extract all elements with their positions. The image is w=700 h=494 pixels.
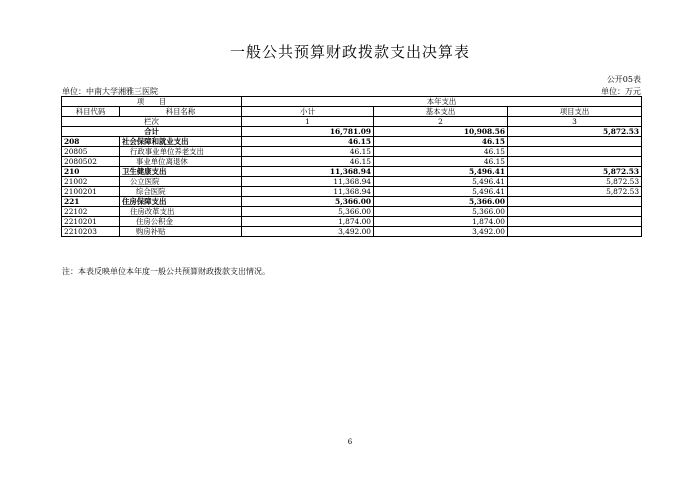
row-code: 2210201 bbox=[62, 217, 120, 227]
row-code: 221 bbox=[62, 197, 120, 207]
page-number: 6 bbox=[347, 438, 353, 446]
header-current-year: 本年支出 bbox=[242, 97, 642, 107]
table-row bbox=[62, 157, 642, 167]
row-project bbox=[508, 147, 642, 157]
header-row-2 bbox=[62, 107, 642, 117]
total-row bbox=[62, 127, 642, 137]
header-name: 科目名称 bbox=[120, 107, 242, 117]
row-subtotal: 46.15 bbox=[242, 137, 374, 147]
table-row bbox=[62, 147, 642, 157]
row-name: 社会保障和就业支出 bbox=[120, 137, 242, 147]
row-subtotal: 5,366.00 bbox=[242, 197, 374, 207]
row-subtotal: 11,368.94 bbox=[242, 167, 374, 177]
row-subtotal: 46.15 bbox=[242, 157, 374, 167]
row-basic: 5,366.00 bbox=[374, 197, 508, 207]
row-code: 2100201 bbox=[62, 187, 120, 197]
row-code: 21002 bbox=[62, 177, 120, 187]
table-row bbox=[62, 167, 642, 177]
header-code: 科目代码 bbox=[62, 107, 120, 117]
total-basic: 10,908.56 bbox=[374, 127, 508, 137]
row-code: 2210203 bbox=[62, 227, 120, 237]
row-name: 事业单位离退休 bbox=[120, 157, 242, 167]
row-name: 住房改革支出 bbox=[120, 207, 242, 217]
row-code: 208 bbox=[62, 137, 120, 147]
page-title: 一般公共预算财政拨款支出决算表 bbox=[229, 43, 470, 61]
header-item: 项 目 bbox=[62, 97, 242, 107]
table-row bbox=[62, 177, 642, 187]
header-basic: 基本支出 bbox=[374, 107, 508, 117]
row-subtotal: 5,366.00 bbox=[242, 207, 374, 217]
header-project: 项目支出 bbox=[508, 107, 642, 117]
row-name: 卫生健康支出 bbox=[120, 167, 242, 177]
row-name: 行政事业单位养老支出 bbox=[120, 147, 242, 157]
total-subtotal: 16,781.09 bbox=[242, 127, 374, 137]
table-row bbox=[62, 227, 642, 237]
row-basic: 5,366.00 bbox=[374, 207, 508, 217]
table-row bbox=[62, 187, 642, 197]
total-label: 合计 bbox=[62, 127, 242, 137]
row-basic: 46.15 bbox=[374, 157, 508, 167]
row-basic: 5,496.41 bbox=[374, 177, 508, 187]
row-code: 22102 bbox=[62, 207, 120, 217]
row-project bbox=[508, 227, 642, 237]
row-subtotal: 11,368.94 bbox=[242, 187, 374, 197]
table-row bbox=[62, 207, 642, 217]
row-name: 购房补贴 bbox=[120, 227, 242, 237]
form-number: 公开05表 bbox=[606, 75, 641, 84]
expenditure-table bbox=[61, 96, 642, 237]
table-row bbox=[62, 137, 642, 147]
column-index-label: 栏次 bbox=[62, 117, 242, 127]
header-row-1 bbox=[62, 97, 642, 107]
row-code: 2080502 bbox=[62, 157, 120, 167]
row-basic: 3,492.00 bbox=[374, 227, 508, 237]
column-index-2: 2 bbox=[374, 117, 508, 127]
row-basic: 5,496.41 bbox=[374, 187, 508, 197]
table-row bbox=[62, 217, 642, 227]
reporting-unit: 单位：中南大学湘雅三医院 bbox=[62, 87, 158, 96]
row-code: 210 bbox=[62, 167, 120, 177]
row-project: 5,872.53 bbox=[508, 187, 642, 197]
row-name: 综合医院 bbox=[120, 187, 242, 197]
header-subtotal: 小计 bbox=[242, 107, 374, 117]
total-project: 5,872.53 bbox=[508, 127, 642, 137]
column-index-1: 1 bbox=[242, 117, 374, 127]
row-basic: 1,874.00 bbox=[374, 217, 508, 227]
row-project bbox=[508, 137, 642, 147]
row-name: 公立医院 bbox=[120, 177, 242, 187]
row-project bbox=[508, 217, 642, 227]
column-index-row bbox=[62, 117, 642, 127]
row-project: 5,872.53 bbox=[508, 167, 642, 177]
row-project bbox=[508, 157, 642, 167]
row-name: 住房公积金 bbox=[120, 217, 242, 227]
currency-unit: 单位：万元 bbox=[601, 87, 641, 96]
row-project bbox=[508, 207, 642, 217]
row-basic: 46.15 bbox=[374, 147, 508, 157]
row-project: 5,872.53 bbox=[508, 177, 642, 187]
row-subtotal: 11,368.94 bbox=[242, 177, 374, 187]
row-subtotal: 3,492.00 bbox=[242, 227, 374, 237]
row-code: 20805 bbox=[62, 147, 120, 157]
table-note: 注：本表反映单位本年度一般公共预算财政拨款支出情况。 bbox=[62, 267, 270, 276]
row-project bbox=[508, 197, 642, 207]
column-index-3: 3 bbox=[508, 117, 642, 127]
row-subtotal: 46.15 bbox=[242, 147, 374, 157]
row-subtotal: 1,874.00 bbox=[242, 217, 374, 227]
row-basic: 46.15 bbox=[374, 137, 508, 147]
table-row bbox=[62, 197, 642, 207]
row-name: 住房保障支出 bbox=[120, 197, 242, 207]
row-basic: 5,496.41 bbox=[374, 167, 508, 177]
